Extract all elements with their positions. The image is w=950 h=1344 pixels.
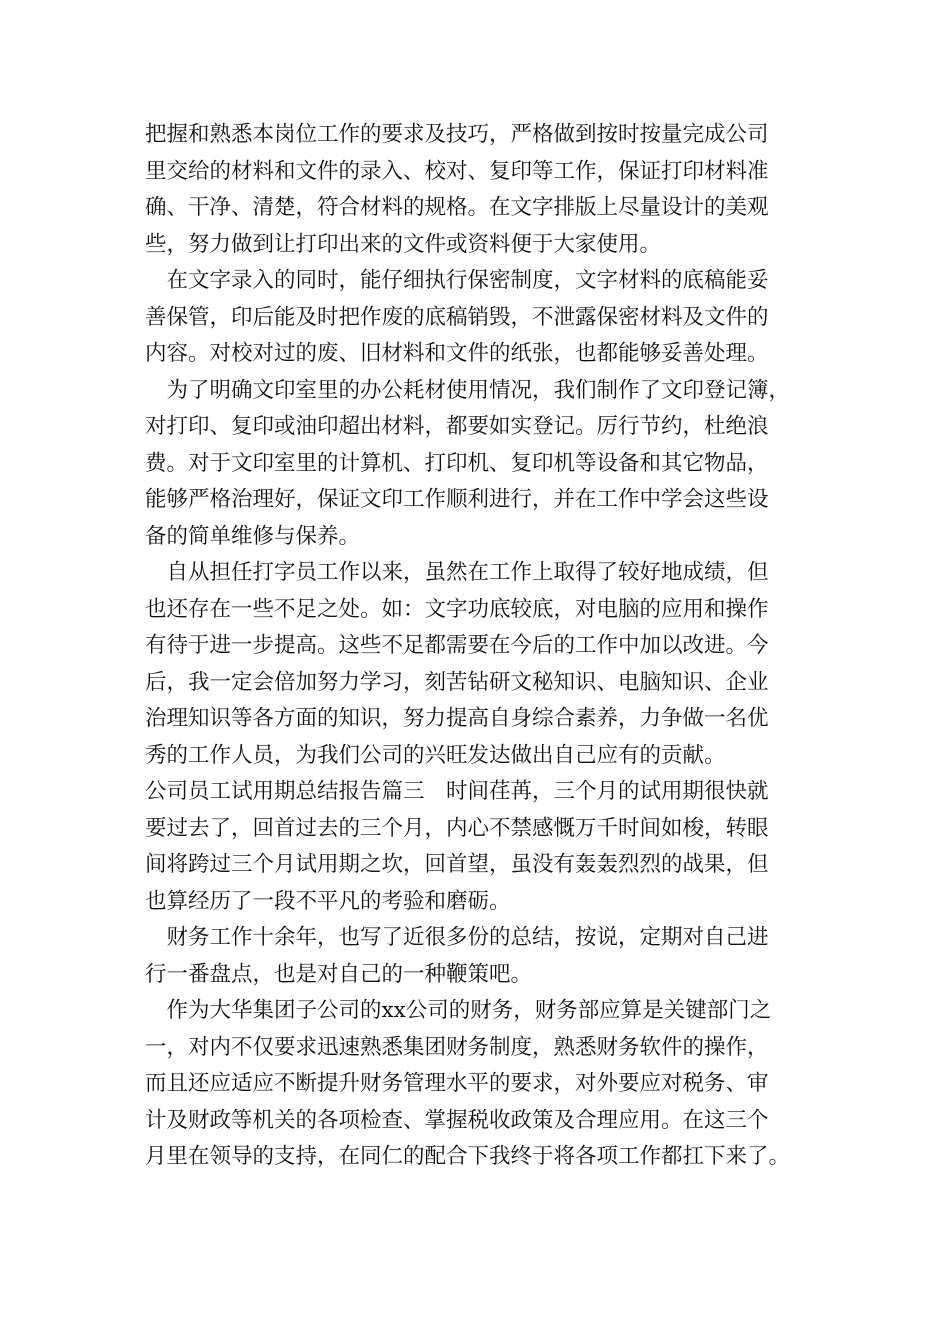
text-line: 作为大华集团子公司的xx公司的财务，财务部应算是关键部门之 (145, 998, 772, 1023)
text-line: 一，对内不仅要求迅速熟悉集团财务制度，熟悉财务软件的操作， (145, 1034, 769, 1060)
text-line: 费。对于文印室里的计算机、打印机、复印机等设备和其它物品， (145, 450, 769, 476)
text-line: 能够严格治理好，保证文印工作顺利进行，并在工作中学会这些设 (145, 487, 769, 512)
text-line: 确、干净、清楚，符合材料的规格。在文字排版上尽量设计的美观 (145, 195, 769, 220)
text-line: 在文字录入的同时，能仔细执行保密制度，文字材料的底稿能妥 (145, 268, 769, 293)
text-line: 间将跨过三个月试用期之坎，回首望，虽没有轰轰烈烈的战果，但 (145, 852, 769, 877)
text-line: 些，努力做到让打印出来的文件或资料便于大家使用。 (145, 231, 662, 257)
text-line: 要过去了，回首过去的三个月，内心不禁感慨万千时间如梭，转眼 (145, 815, 769, 841)
text-line: 也算经历了一段不平凡的考验和磨砺。 (145, 888, 511, 914)
text-line: 自从担任打字员工作以来，虽然在工作上取得了较好地成绩，但 (145, 560, 769, 585)
text-line: 而且还应适应不断提升财务管理水平的要求，对外要应对税务、审 (145, 1071, 769, 1096)
text-line: 为了明确文印室里的办公耗材使用情况，我们制作了文印登记簿， (145, 377, 791, 403)
text-line: 行一番盘点，也是对自己的一种鞭策吧。 (145, 961, 533, 987)
text-line: 后，我一定会倍加努力学习，刻苦钻研文秘知识、电脑知识、企业 (145, 669, 769, 695)
text-line: 计及财政等机关的各项检查、掌握税收政策及合理应用。在这三个 (145, 1107, 769, 1133)
text-line: 有待于进一步提高。这些不足都需要在今后的工作中加以改进。今 (145, 633, 769, 658)
text-line: 财务工作十余年，也写了近很多份的总结，按说，定期对自己进 (145, 925, 769, 950)
text-line: 里交给的材料和文件的录入、校对、复印等工作，保证打印材料准 (145, 158, 769, 184)
text-line: 把握和熟悉本岗位工作的要求及技巧，严格做到按时按量完成公司 (145, 122, 769, 147)
text-line: 内容。对校对过的废、旧材料和文件的纸张，也都能够妥善处理。 (145, 341, 769, 366)
text-line: 备的简单维修与保养。 (145, 523, 361, 549)
text-line: 善保管，印后能及时把作废的底稿销毁，不泄露保密材料及文件的 (145, 304, 769, 330)
text-line: 公司员工试用期总结报告篇三 时间荏苒，三个月的试用期很快就 (145, 779, 769, 804)
text-line: 对打印、复印或油印超出材料，都要如实登记。厉行节约，杜绝浪 (145, 414, 769, 439)
text-line: 月里在领导的支持，在同仁的配合下我终于将各项工作都扛下来了。 (145, 1144, 791, 1169)
text-line: 也还存在一些不足之处。如：文字功底较底，对电脑的应用和操作 (145, 596, 769, 622)
text-line: 秀的工作人员，为我们公司的兴旺发达做出自己应有的贡献。 (145, 742, 726, 768)
document-body (145, 117, 825, 1176)
text-line: 治理知识等各方面的知识，努力提高自身综合素养，力争做一名优 (145, 706, 769, 731)
